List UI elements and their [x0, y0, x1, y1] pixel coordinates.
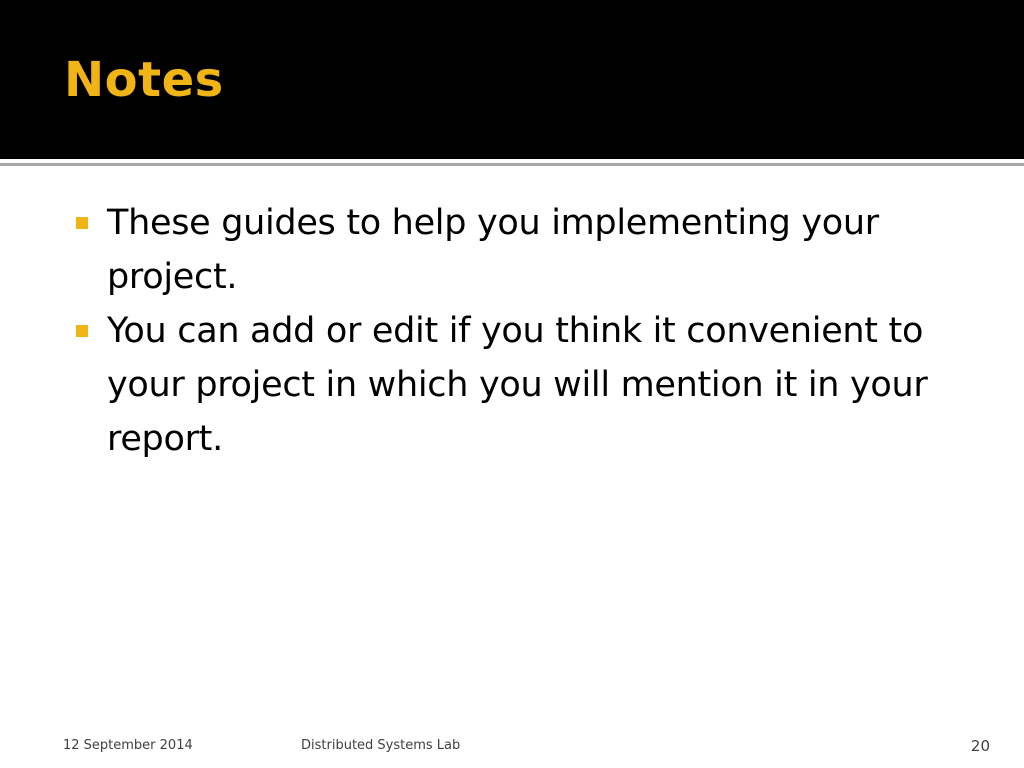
- bullet-item: [72, 304, 972, 466]
- square-bullet-icon: [76, 325, 88, 337]
- bullet-text: You can add or edit if you think it convenient to your project in which you will mention it in your report.: [107, 311, 928, 459]
- square-bullet-icon: [76, 217, 88, 229]
- page-number: 20: [970, 737, 990, 755]
- bullet-text: These guides to help you implementing your project.: [107, 203, 879, 297]
- title-rule: [0, 163, 1024, 166]
- footer-title: Distributed Systems Lab: [301, 738, 461, 753]
- title-band: [0, 0, 1024, 159]
- bullet-item: [72, 196, 972, 304]
- bullet-list: [72, 203, 972, 466]
- slide-title: Notes: [64, 52, 224, 108]
- footer-date: 12 September 2014: [63, 738, 193, 753]
